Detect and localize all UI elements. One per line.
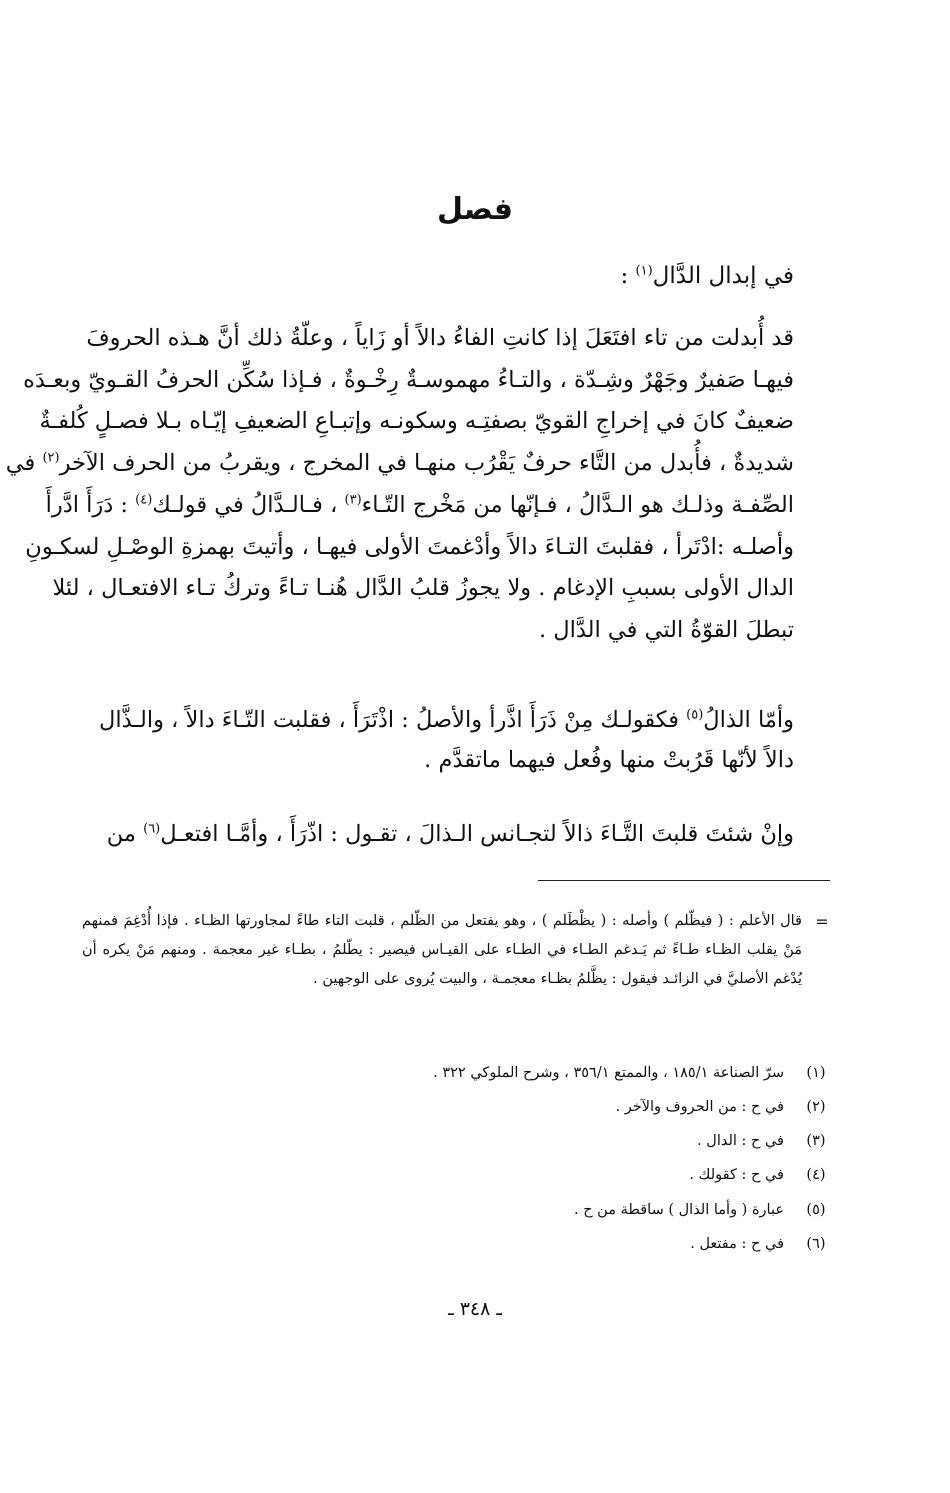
footnote-ref: (٢)	[42, 450, 60, 466]
paragraph-1	[5, 318, 794, 652]
footnote-ref: (٤)	[135, 492, 153, 508]
footnote-text: في ح : من الحروف والآخر .	[615, 1099, 784, 1115]
footnote-number: (٥)	[806, 1202, 826, 1218]
footnote-text: في ح : الدال .	[697, 1133, 784, 1149]
text-line: قد أُبدلت من تاء افتَعَلَ إذا كانتِ الفاءُ دالاً أو زَاياً ، وعلّةُ ذلك أنَّ هـذه الحروفَ	[86, 325, 794, 351]
text-line: الدال الأولى بسببِ الإدغام . ولا يجوزُ قلبُ الدَّال هُنـا تـاءً وتركُ تـاء الافتعـال ، لئلا	[52, 575, 794, 602]
footnote-ref: (١)	[635, 263, 653, 279]
footnote-number: (١)	[806, 1065, 826, 1081]
footnote-text: عبارة ( وأما الذال ) ساقطة من ح .	[573, 1202, 784, 1218]
footnote-text: في ح : كقولك .	[689, 1167, 784, 1183]
footnote-item	[82, 1123, 832, 1159]
footnote-separator	[538, 880, 830, 881]
footnote-text: سرّ الصناعة ١٨٥/١ ، والممتع ٣٥٦/١ ، وشرح الملوكي ٣٢٢ .	[433, 1065, 784, 1081]
footnote-item	[82, 1226, 832, 1262]
text-segment: : دَرَأَ ادَّرأَ	[45, 491, 136, 518]
text-segment: ، فـالـدَّالُ في قولـك	[152, 491, 345, 518]
footnote-item	[82, 1192, 832, 1228]
section-subtitle	[82, 256, 794, 296]
text-line: وأصلـه :ادْتَرأ ، فقلبتَ التـاءَ دالاً وأدْغمتَ الأولى فيهـا ، وأتيتَ بهمزةِ الوصْـلِ لسكـونِ	[25, 533, 794, 560]
footnote-item	[82, 1089, 832, 1125]
footnote-ref: (٣)	[344, 492, 362, 508]
footnote-number: (٦)	[806, 1236, 826, 1252]
text-line: ضعيفٌ كانَ في إخراجِ القويّ بصفتِـه وسكونـه وإتبـاعِ الضعيفِ إيّـاه بـلا فصـلٍ كُلفـةٌ	[39, 408, 794, 435]
text-segment: وأمّا الذالُ	[703, 707, 794, 733]
paragraph-2	[82, 700, 794, 780]
text-segment: الصِّفـة وذلـك هو الـدَّالُ ، فـإنّها من مَخْرج التّـاء	[361, 491, 794, 518]
footnote-ref: (٥)	[686, 707, 704, 723]
text-segment: وإنْ شئتَ قلبتَ التَّـاءَ ذالاً لتجـانس الـذالَ ، تقـول : اذّرَأَ ، وأمَّـا افتعـل	[160, 821, 794, 847]
paragraph-3	[82, 814, 794, 854]
text-line	[5, 443, 794, 485]
section-title: فصل	[437, 192, 513, 227]
footnote-ref: (٦)	[143, 821, 161, 837]
footnote-number: (٤)	[806, 1167, 826, 1183]
footnote-continuation: قال الأعلم : ( فيظّلم ) وأصله : ( يظْطَلم ) ، وهو يفتعل من الظّلم ، قلبت التاء طاءً لمجاورتها الظـاء . فإذا أُدْغِمَ فمنهم مَنْ يقلب الظـاء طـاءً ثم يَـدغم الطـاء في الطـاء على القيـاس فيصير : يطّلمُ ، بطـاء غير معجمة . ومنهم مَنْ يكره أن يُدْغم الأصليَّ في الزائـد فيقول : يظَّلمُ بظـاء معجمـة ، والبيت يُروى على الوجهين .	[82, 913, 802, 987]
page-number: ـ ٣٤٨ ـ	[448, 1298, 502, 1320]
text-line: فيهـا صَفيرٌ وجَهْرٌ وشِـدّة ، والتـاءُ مهموسـةٌ رِخْـوةٌ ، فـإذا سُكِّن الحرفُ القـويّ وبعـدَه	[23, 366, 794, 393]
footnote-item	[82, 1055, 832, 1091]
text-line	[82, 814, 794, 854]
text-line	[45, 485, 794, 527]
text-segment: فكقولـك مِنْ ذَرَأَ اذَّرأ والأصلُ : اذْتَرَأَ ، فقلبت التّـاءَ دالاً ، والـذَّال	[99, 707, 687, 733]
text-segment: شديدةٌ ، فأُبدل من التَّاء حرفٌ يَقْرُب منهـا في المخرج ، ويقربُ من الحرف الآخر	[59, 450, 794, 477]
continuation-marker: =	[815, 912, 829, 931]
footnote-text: في ح : مفتعل .	[690, 1236, 784, 1252]
subtitle-tail: :	[620, 263, 636, 289]
footnote-item	[82, 1157, 832, 1193]
footnote-number: (٣)	[806, 1133, 826, 1149]
text-segment: من	[106, 821, 144, 847]
subtitle-text: في إبدال الدَّال	[652, 263, 794, 289]
text-line: تبطلَ القوّةُ التي في الدَّال .	[538, 616, 794, 643]
footnote-number: (٢)	[806, 1099, 826, 1115]
text-line: دالاً لأنّها قَرُبتْ منها وفُعل فيهما ماتقدَّم .	[424, 747, 794, 773]
text-segment: في	[5, 450, 43, 477]
text-line	[82, 700, 794, 740]
